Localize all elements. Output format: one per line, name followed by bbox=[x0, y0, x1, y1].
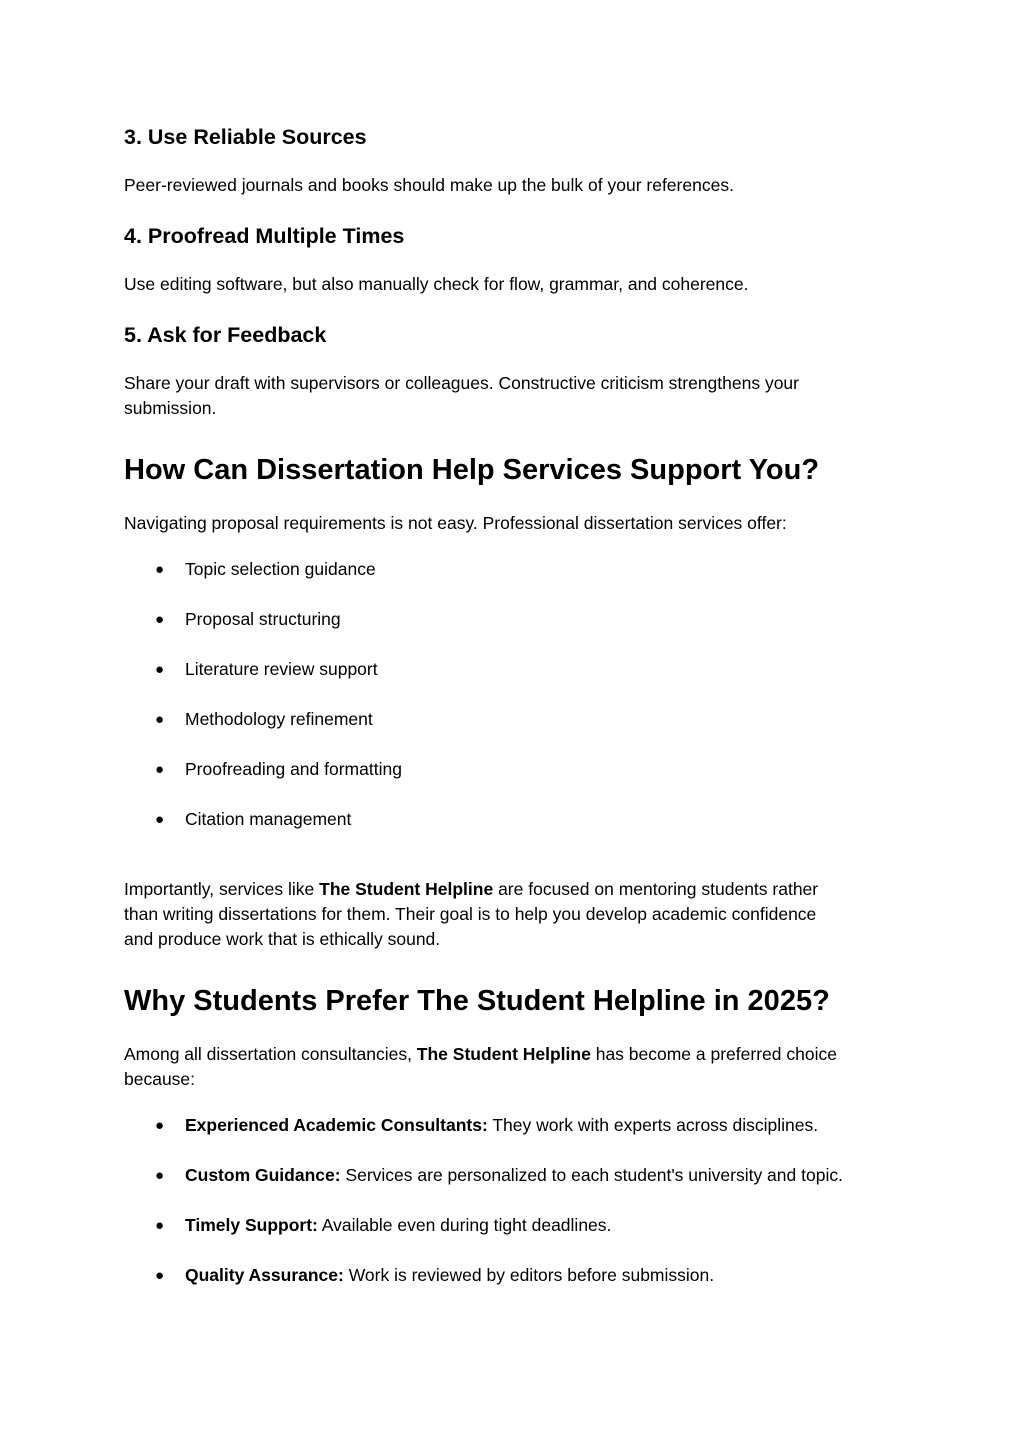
bullet-icon: ● bbox=[155, 711, 165, 728]
list-item-desc: Services are personalized to each student's university and topic. bbox=[340, 1165, 843, 1185]
why-intro-line2: because: bbox=[124, 1069, 196, 1089]
bullet-icon: ● bbox=[155, 611, 165, 628]
heading-ask-for-feedback: 5. Ask for Feedback bbox=[124, 323, 327, 347]
bullet-icon: ● bbox=[155, 1217, 165, 1234]
paragraph-support-note bbox=[124, 877, 904, 952]
why-intro-brand: The Student Helpline bbox=[416, 1044, 591, 1064]
paragraph-feedback-line1: Share your draft with supervisors or colleagues. Constructive criticism strengthens your bbox=[124, 373, 799, 393]
list-item-text: Citation management bbox=[185, 809, 352, 829]
list-item-text: Proposal structuring bbox=[185, 609, 341, 629]
note-brand: The Student Helpline bbox=[319, 879, 494, 899]
list-item-label: Custom Guidance: bbox=[185, 1165, 341, 1185]
list-item-text: Methodology refinement bbox=[185, 709, 373, 729]
list-item-text: Proofreading and formatting bbox=[185, 759, 402, 779]
paragraph-support-intro: Navigating proposal requirements is not easy. Professional dissertation services offer: bbox=[124, 513, 787, 533]
list-item-label: Timely Support: bbox=[185, 1215, 318, 1235]
heading-proofread-multiple-times: 4. Proofread Multiple Times bbox=[124, 224, 405, 248]
list-item-label: Experienced Academic Consultants: bbox=[185, 1115, 488, 1135]
bullet-icon: ● bbox=[155, 661, 165, 678]
list-item-text bbox=[185, 1163, 843, 1188]
list-item-text bbox=[185, 1213, 611, 1238]
heading-support: How Can Dissertation Help Services Support You? bbox=[124, 454, 820, 486]
why-intro-pre: Among all dissertation consultancies, bbox=[124, 1044, 417, 1064]
paragraph-reliable-sources: Peer-reviewed journals and books should make up the bulk of your references. bbox=[124, 175, 734, 195]
note-line3: and produce work that is ethically sound. bbox=[124, 929, 441, 949]
paragraph-feedback-line2: submission. bbox=[124, 398, 217, 418]
list-item-desc: They work with experts across disciplines. bbox=[487, 1115, 819, 1135]
bullet-icon: ● bbox=[155, 761, 165, 778]
heading-why-students-prefer: Why Students Prefer The Student Helpline in 2025? bbox=[124, 985, 830, 1017]
heading-use-reliable-sources: 3. Use Reliable Sources bbox=[124, 125, 367, 149]
list-item-text bbox=[185, 1263, 714, 1288]
list-item-desc: Available even during tight deadlines. bbox=[317, 1215, 612, 1235]
paragraph-proofread: Use editing software, but also manually check for flow, grammar, and coherence. bbox=[124, 274, 749, 294]
list-item-text: Literature review support bbox=[185, 659, 378, 679]
note-post: are focused on mentoring students rather bbox=[493, 879, 819, 899]
paragraph-why-intro bbox=[124, 1042, 904, 1092]
bullet-icon: ● bbox=[155, 811, 165, 828]
note-pre: Importantly, services like bbox=[124, 879, 320, 899]
bullet-icon: ● bbox=[155, 561, 165, 578]
list-item-label: Quality Assurance: bbox=[185, 1265, 344, 1285]
bullet-icon: ● bbox=[155, 1167, 165, 1184]
note-line2: than writing dissertations for them. Their goal is to help you develop academic confidence bbox=[124, 904, 817, 924]
list-item-text: Topic selection guidance bbox=[185, 559, 376, 579]
bullet-icon: ● bbox=[155, 1117, 165, 1134]
bullet-icon: ● bbox=[155, 1267, 165, 1284]
list-item-desc: Work is reviewed by editors before submission. bbox=[343, 1265, 715, 1285]
list-item-text bbox=[185, 1113, 818, 1138]
paragraph-feedback bbox=[124, 371, 904, 421]
why-intro-post: has become a preferred choice bbox=[590, 1044, 837, 1064]
